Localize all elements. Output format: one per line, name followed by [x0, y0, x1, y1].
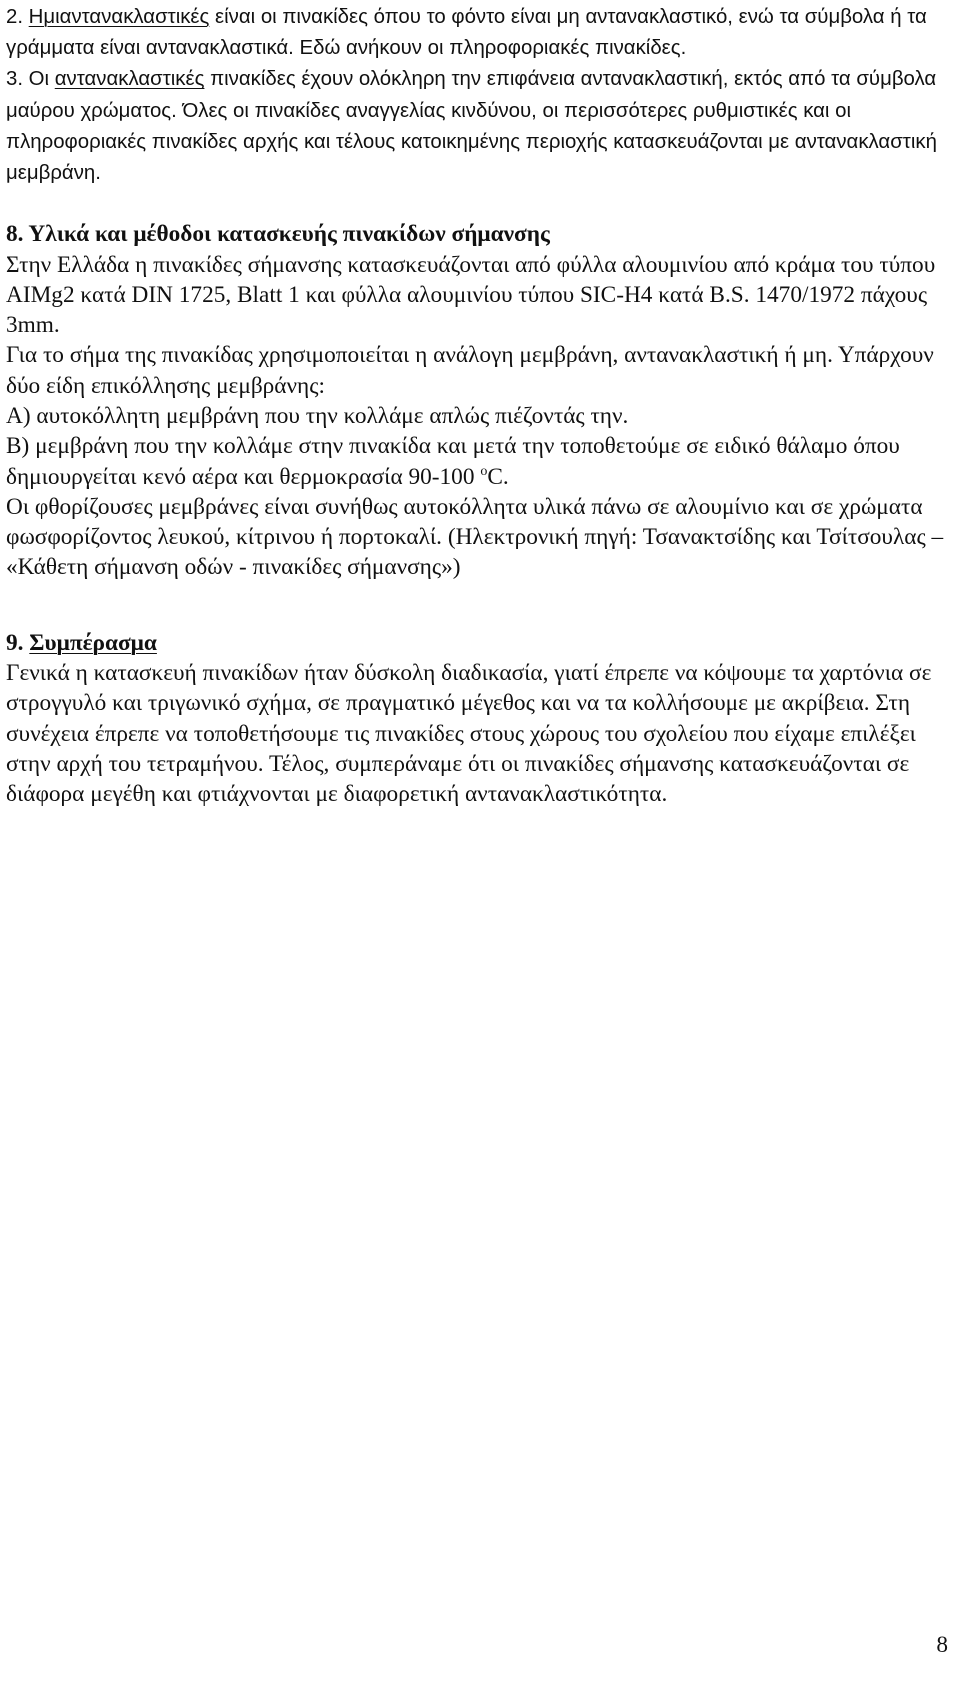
- section-8: [6, 219, 954, 583]
- section-8-heading: 8. Υλικά και μέθοδοι κατασκευής πινακίδων σήμανσης: [6, 221, 550, 248]
- spacer: [6, 583, 954, 628]
- document-page: [6, 2, 954, 810]
- section-8-item-a: Α) αυτοκόλλητη μεμβράνη που την κολλάμε απλώς πιέζοντάς την.: [6, 403, 629, 429]
- section-8-paragraph-3: Οι φθορίζουσες μεμβράνες είναι συνήθως αυτοκόλλητα υλικά πάνω σε αλουμίνιο και σε χρώματα φωσφορίζοντος λευκού, κίτρινου ή πορτοκαλί. (Ηλεκτρονική πηγή: Τσανακτσίδης και Τσίτσουλας – «Κάθετη σήμανση οδών - πινακίδες σήμανσης»): [6, 493, 944, 581]
- page-number: 8: [936, 1632, 948, 1658]
- list-item-reflective: 3. Οι αντανακλαστικές πινακίδες έχουν ολόκληρη την επιφάνεια αντανακλαστική, εκτός από τα σύμβολα μαύρου χρώματος. Όλες οι πινακίδες αναγγελίας κινδύνου, οι περισσότερες ρυθμιστικές και οι πληροφοριακές πινακίδες αρχής και τέλους κατοικημένης περιοχής κατασκευάζονται με αντανακλαστική μεμβράνη.: [6, 68, 937, 185]
- degree-mark: o: [480, 463, 488, 479]
- spacer: [6, 189, 954, 219]
- section-9-paragraph: Γενικά η κατασκευή πινακίδων ήταν δύσκολη διαδικασία, γιατί έπρεπε να κόψουμε τα χαρτόνια σε στρογγυλό και τριγωνικό σχήμα, σε πραγματικό μέγεθος και να τα κολλήσουμε με ακρίβεια. Στη συνέχεια έπρεπε να τοποθετήσουμε τις πινακίδες στους χώρους του σχολείου που είχαμε επιλέξει στην αρχή του τετραμήνου. Τέλος, συμπεράναμε ότι οι πινακίδες σήμανσης κατασκευάζονται σε διάφορα μεγέθη και φτιάχνονται με διαφορετική αντανακλαστικότητα.: [6, 660, 932, 808]
- term-reflective: αντανακλαστικές: [54, 68, 205, 91]
- sign-types-continued: [6, 2, 954, 189]
- section-8-item-b: Β) μεμβράνη που την κολλάμε στην πινακίδα και μετά την τοποθετούμε σε ειδικό θάλαμο όπου δημιουργείται κενό αέρα και θερμοκρασία 90-100 $^o$C.: [6, 433, 900, 490]
- section-8-paragraph-2: Για το σήμα της πινακίδας χρησιμοποιείται η ανάλογη μεμβράνη, αντανακλαστική ή μη. Υπάρχουν δύο είδη επικόλλησης μεμβράνης:: [6, 342, 934, 399]
- section-8-paragraph-1: Στην Ελλάδα η πινακίδες σήμανσης κατασκευάζονται από φύλλα αλουμινίου από κράμα του τύπου AIMg2 κατά DIN 1725, Blatt 1 και φύλλα αλουμινίου τύπου SIC-H4 κατά B.S. 1470/1972 πάχους 3mm.: [6, 251, 936, 339]
- term-semi-reflective: Ημιαντανακλαστικές: [28, 6, 210, 28]
- section-9: [6, 628, 954, 810]
- list-item-semi-reflective: 2. Ημιαντανακλαστικές είναι οι πινακίδες όπου το φόντο είναι μη αντανακλαστικό, ενώ τα σύμβολα ή τα γράμματα είναι αντανακλαστικά. Εδώ ανήκουν οι πληροφοριακές πινακίδες.: [6, 6, 927, 60]
- section-9-heading: 9. Συμπέρασμα: [6, 629, 157, 656]
